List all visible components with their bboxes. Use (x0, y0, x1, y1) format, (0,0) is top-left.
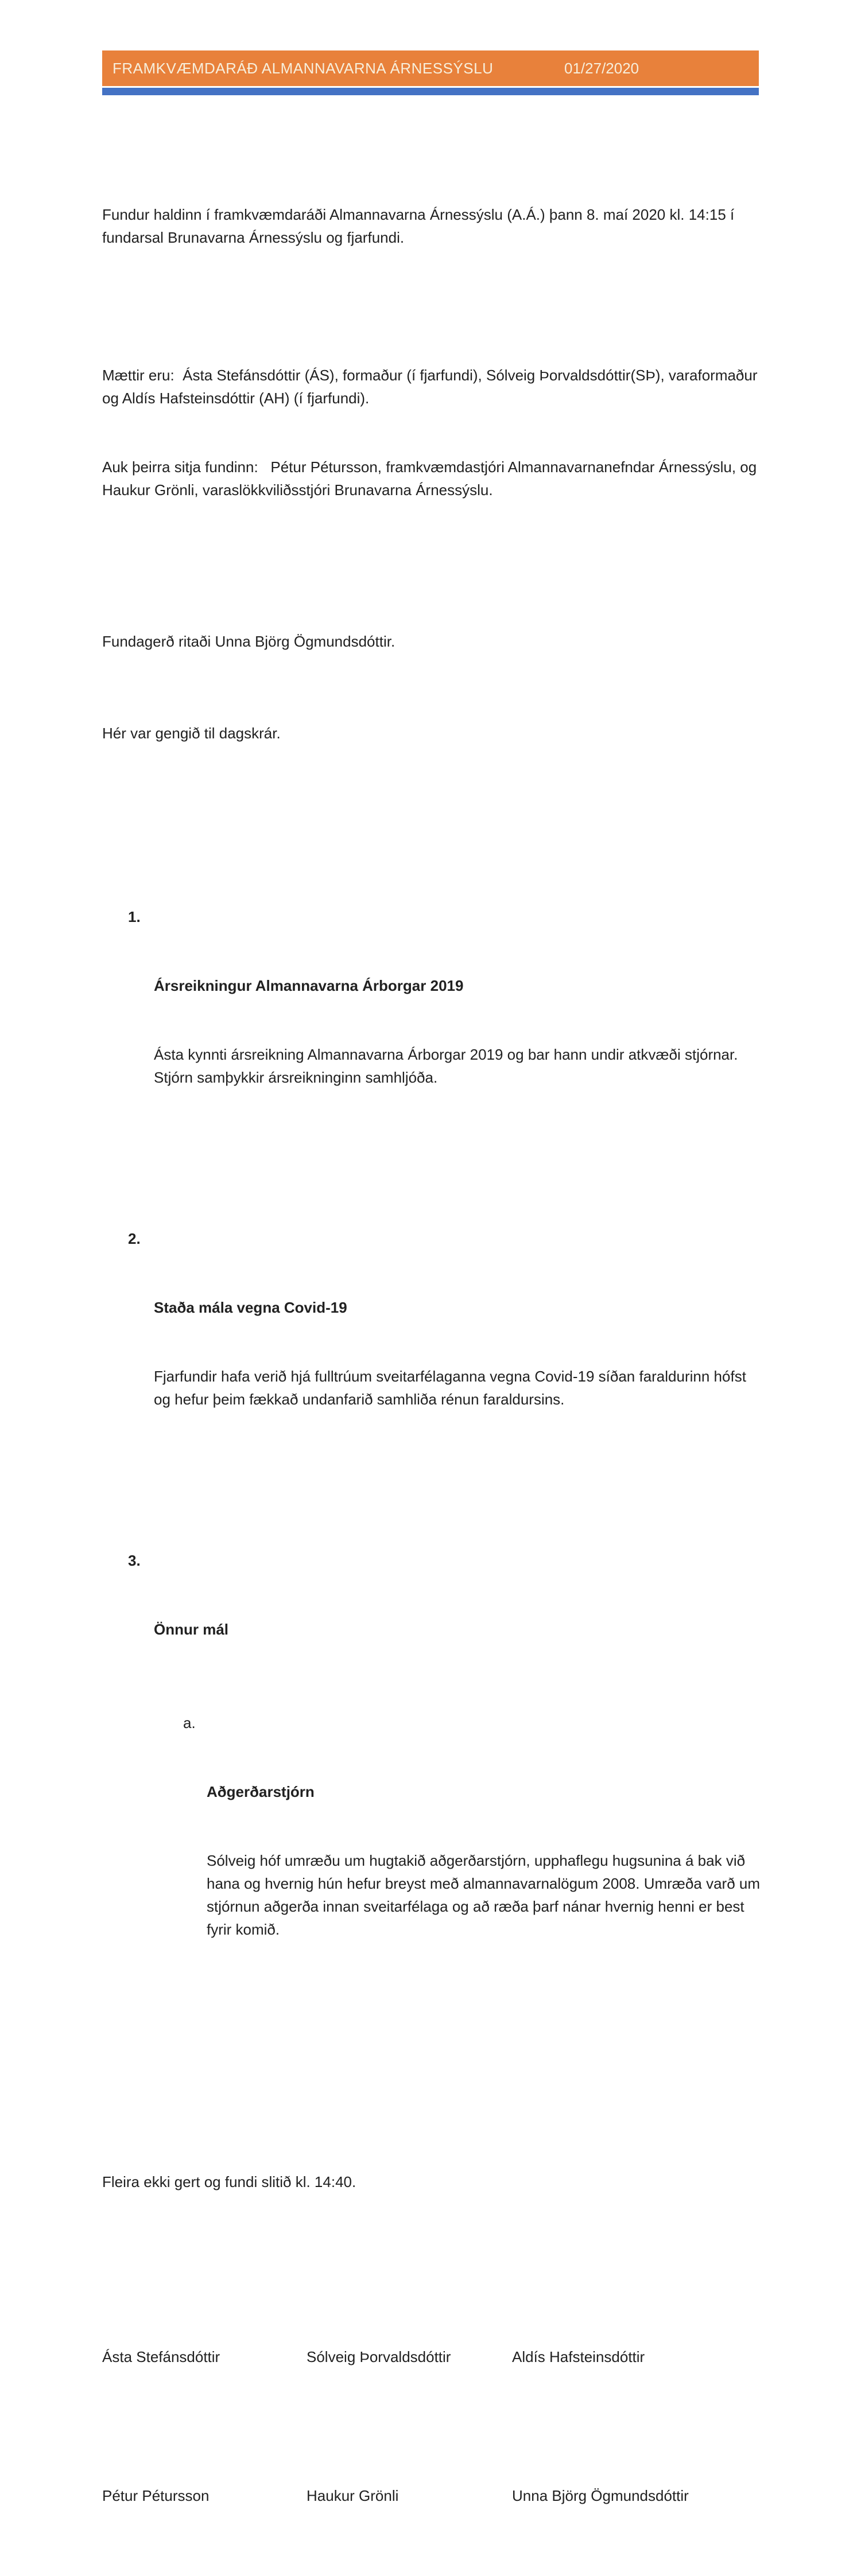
agenda-item-3a-title: Aðgerðarstjórn (207, 1783, 315, 1800)
attendees-line-1: Mættir eru: Ásta Stefánsdóttir (ÁS), formaður (í fjarfundi), Sólveig Þorvaldsdóttir(SÞ), varaformaður og Aldís Hafsteinsdóttir (AH) (í fjarfundi). (102, 367, 762, 407)
agenda-item-3a-letter: a. (183, 1714, 196, 1731)
agenda-item-3a-text: Sólveig hóf umræðu um hugtakið aðgerðarstjórn, upphaflegu hugsunina á bak við hana og hvernig hún hefur breyst með almannavarnalögum 2008. Umræða varð um stjórnun aðgerða innan sveitarfélaga og að ræða þarf nánar hvernig henni er best fyrir komið. (207, 1852, 765, 1938)
agenda-item-2-text: Fjarfundir hafa verið hjá fulltrúum sveitarfélaganna vegna Covid-19 síðan faraldurinn hófst og hefur þeim fækkað undanfarið samhliða rénun faraldursins. (154, 1368, 751, 1408)
intro-paragraph: Fundur haldinn í framkvæmdaráði Almannavarna Árnessýslu (A.Á.) þann 8. maí 2020 kl. 14:15 í fundarsal Brunavarna Árnessýslu og fjarfundi. (102, 206, 739, 246)
agenda-item-3 (102, 1549, 765, 2033)
recorder-paragraph: Fundagerð ritaði Unna Björg Ögmundsdóttir. (102, 633, 395, 650)
header-title: FRAMKVÆMDARÁÐ ALMANNAVARNA ÁRNESSÝSLU (113, 59, 494, 77)
agenda-item-1-title: Ársreikningur Almannavarna Árborgar 2019 (154, 977, 464, 994)
signature-row-1 (102, 2345, 760, 2368)
signature-haukur: Haukur Grönli (307, 2487, 399, 2504)
agenda-item-3-title: Önnur mál (154, 1621, 229, 1638)
agenda-item-2-number: 2. (128, 1230, 141, 1247)
signature-asta: Ásta Stefánsdóttir (102, 2348, 220, 2365)
attendees-line-2: Auk þeirra sitja fundinn: Pétur Pétursson, framkvæmdastjóri Almannavarnanefndar Árnessýslu, og Haukur Grönli, varaslökkviliðsstjóri Brunavarna Árnessýslu. (102, 458, 761, 499)
agenda-item-2-title: Staða mála vegna Covid-19 (154, 1299, 347, 1316)
agenda-item-3-number: 3. (128, 1552, 141, 1569)
signature-unna: Unna Björg Ögmundsdóttir (512, 2487, 689, 2504)
closing-paragraph: Fleira ekki gert og fundi slitið kl. 14:40. (102, 2173, 356, 2190)
attendees-block (102, 318, 760, 547)
agenda-item-1 (102, 905, 760, 1135)
agenda-intro-paragraph: Hér var gengið til dagskrár. (102, 725, 281, 742)
agenda-item-1-number: 1. (128, 908, 141, 925)
agenda-item-3a (154, 1711, 765, 1987)
signature-aldis: Aldís Hafsteinsdóttir (512, 2348, 645, 2365)
agenda-item-1-text: Ásta kynnti ársreikning Almannavarna Árborgar 2019 og bar hann undir atkvæði stjórnar. Stjórn samþykkir ársreikninginn samhljóða. (154, 1046, 742, 1086)
signature-row-2 (102, 2484, 760, 2507)
header-date: 01/27/2020 (564, 59, 639, 77)
accent-rule (102, 88, 759, 95)
header-banner (102, 50, 759, 86)
agenda-list (102, 836, 765, 2102)
signature-solveig: Sólveig Þorvaldsdóttir (307, 2348, 451, 2365)
signature-petur: Pétur Pétursson (102, 2487, 210, 2504)
agenda-item-2 (102, 1227, 760, 1457)
document-body (102, 134, 765, 2576)
